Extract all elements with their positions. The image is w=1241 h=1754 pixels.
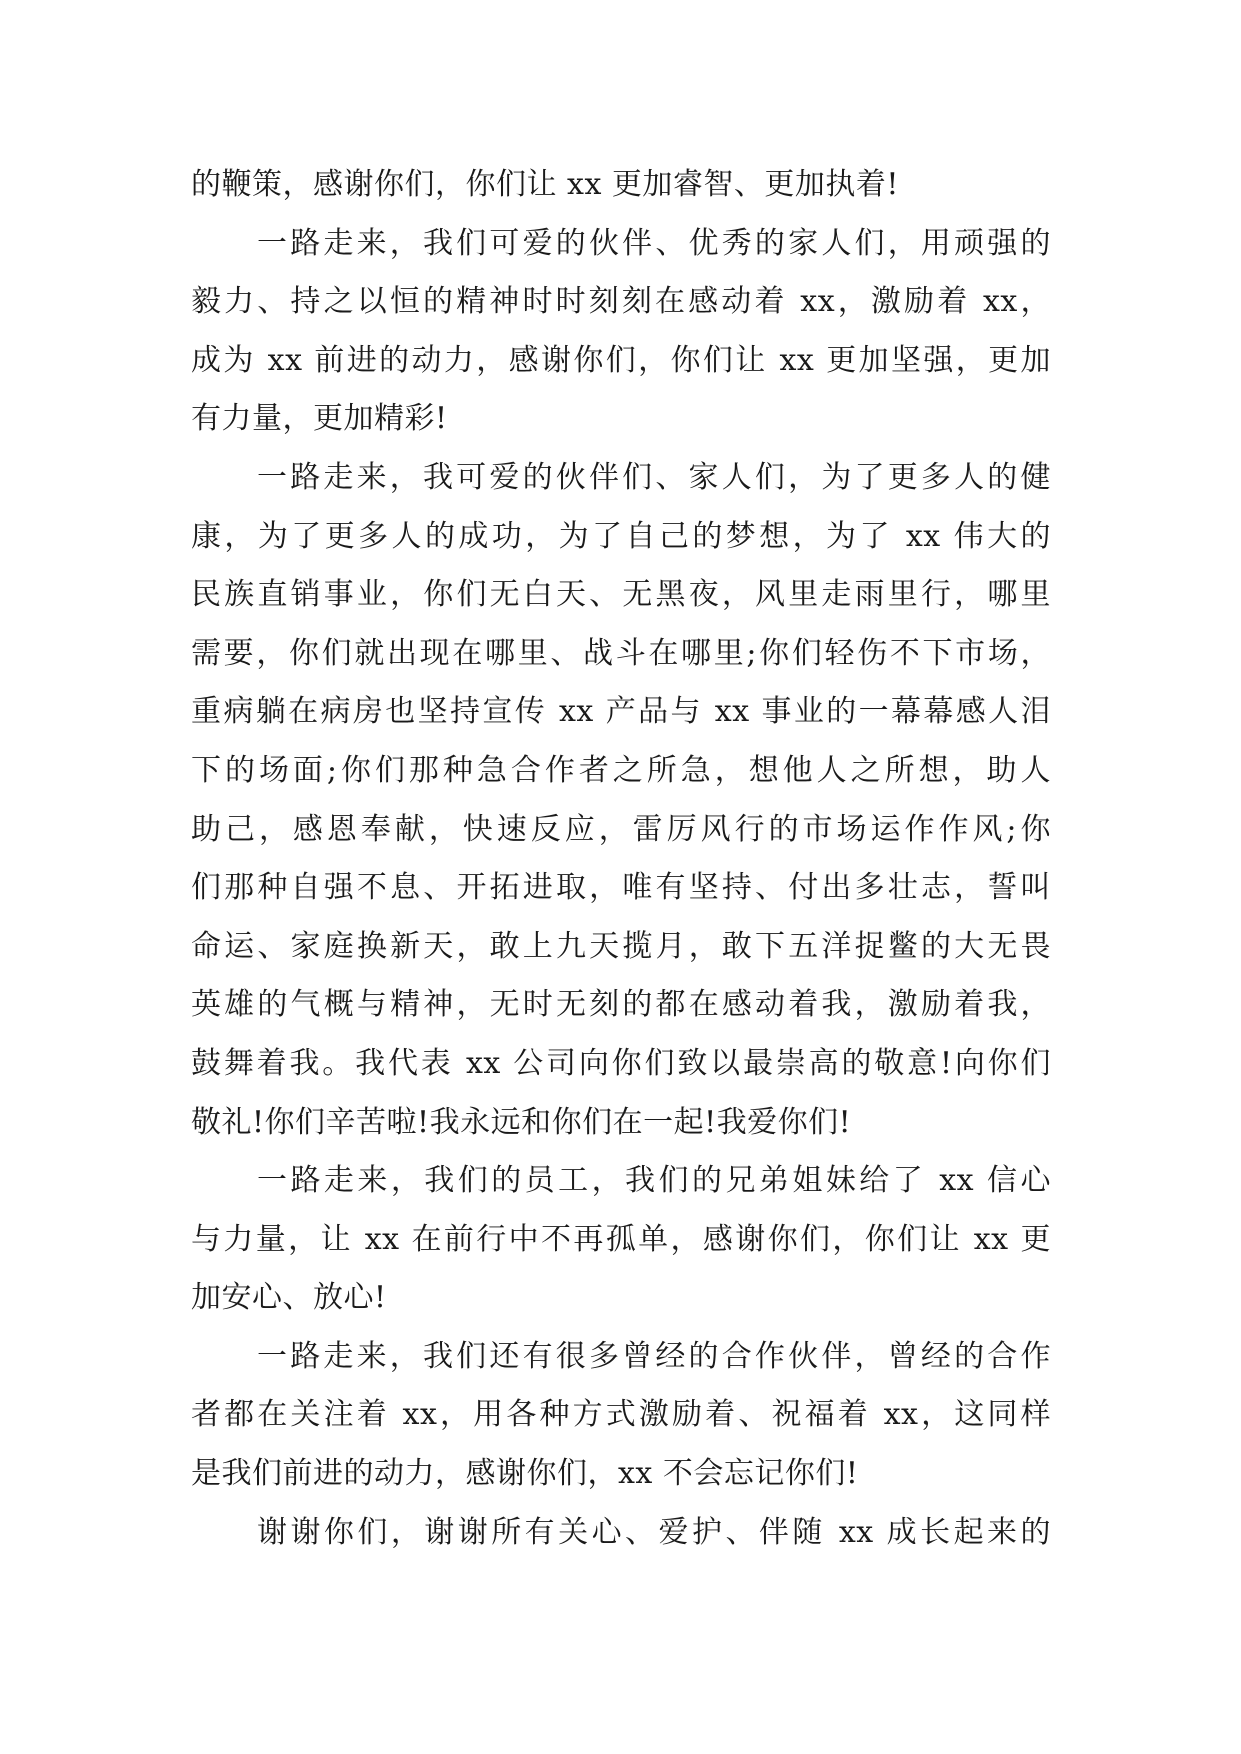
text-line: 命运、家庭换新天，敢上九天揽月，敢下五洋捉鳖的大无畏 bbox=[191, 928, 1051, 964]
paragraph-first-line: 一路走来，我们可爱的伙伴、优秀的家人们，用顽强的 bbox=[257, 225, 1051, 261]
text-line: 需要，你们就出现在哪里、战斗在哪里;你们轻伤不下市场， bbox=[191, 635, 1051, 671]
paragraph-first-line: 谢谢你们，谢谢所有关心、爱护、伴随 xx 成长起来的 bbox=[257, 1514, 1051, 1550]
text-line: 加安心、放心! bbox=[191, 1280, 387, 1316]
text-line: 鼓舞着我。我代表 xx 公司向你们致以最崇高的敬意!向你们 bbox=[191, 1045, 1051, 1081]
text-line: 重病躺在病房也坚持宣传 xx 产品与 xx 事业的一幕幕感人泪 bbox=[191, 694, 1051, 730]
text-line: 下的场面;你们那种急合作者之所急，想他人之所想，助人 bbox=[191, 752, 1051, 788]
text-line: 是我们前进的动力，感谢你们，xx 不会忘记你们! bbox=[191, 1456, 859, 1492]
text-line: 毅力、持之以恒的精神时时刻刻在感动着 xx，激励着 xx， bbox=[191, 284, 1051, 320]
text-line: 们那种自强不息、开拓进取，唯有坚持、付出多壮志，誓叫 bbox=[191, 870, 1051, 906]
text-line: 敬礼!你们辛苦啦!我永远和你们在一起!我爱你们! bbox=[191, 1104, 852, 1140]
text-line: 民族直销事业，你们无白天、无黑夜，风里走雨里行，哪里 bbox=[191, 577, 1051, 613]
text-line: 康，为了更多人的成功，为了自己的梦想，为了 xx 伟大的 bbox=[191, 518, 1051, 554]
paragraph-first-line: 一路走来，我可爱的伙伴们、家人们，为了更多人的健 bbox=[257, 459, 1051, 495]
text-line: 的鞭策，感谢你们，你们让 xx 更加睿智、更加执着! bbox=[191, 167, 899, 202]
text-line: 成为 xx 前进的动力，感谢你们，你们让 xx 更加坚强，更加 bbox=[191, 342, 1051, 378]
text-line: 助己，感恩奉献，快速反应，雷厉风行的市场运作作风;你 bbox=[191, 811, 1051, 847]
text-line: 者都在关注着 xx，用各种方式激励着、祝福着 xx，这同样 bbox=[191, 1397, 1051, 1433]
body-text bbox=[191, 156, 1051, 1562]
paragraph-first-line: 一路走来，我们还有很多曾经的合作伙伴，曾经的合作 bbox=[257, 1338, 1051, 1374]
paragraph-first-line: 一路走来，我们的员工，我们的兄弟姐妹给了 xx 信心 bbox=[257, 1163, 1051, 1199]
text-line: 英雄的气概与精神，无时无刻的都在感动着我，激励着我， bbox=[191, 987, 1051, 1023]
text-line: 有力量，更加精彩! bbox=[191, 401, 448, 437]
text-line: 与力量，让 xx 在前行中不再孤单，感谢你们，你们让 xx 更 bbox=[191, 1221, 1051, 1257]
